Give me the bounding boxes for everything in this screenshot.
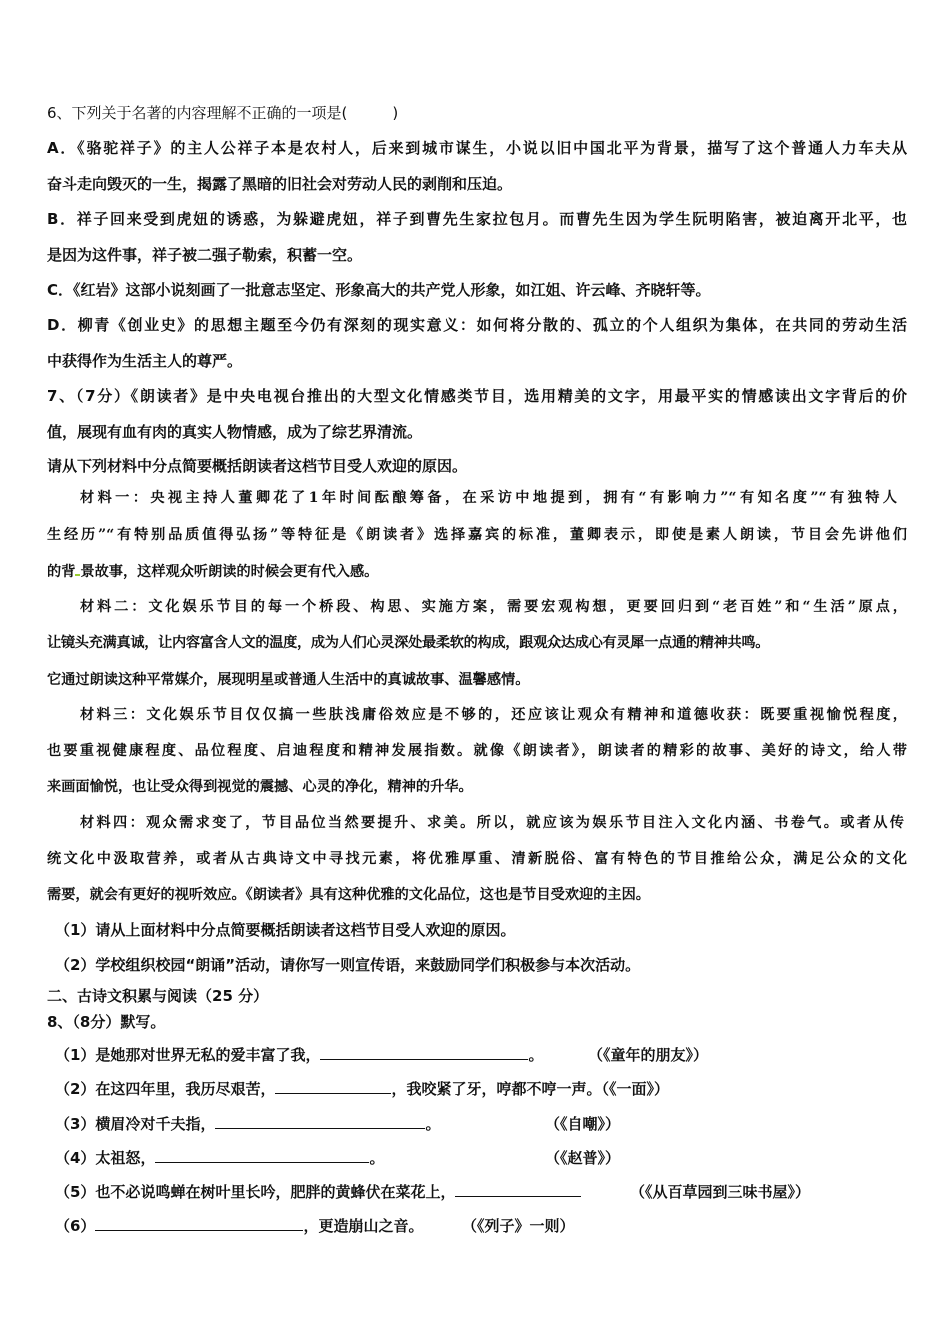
q8-item-1-text: （1）是她那对世界无私的爱丰富了我， <box>55 1046 321 1064</box>
material-3-line2: 也要重视健康程度、品位程度、启迪程度和精神发展指数。就像《朗读者》，朗读者的精彩的故事、美好的诗文，给人带 <box>47 743 907 759</box>
q8-item-5-source: （《从百草园到三味书屋》） <box>630 1183 811 1201</box>
q8-item-6 <box>55 1216 423 1236</box>
q7-subquestion-1: （1）请从上面材料中分点简要概括朗读者这档节目受人欢迎的原因。 <box>55 921 516 939</box>
q6-option-b-line1: B．祥子回来受到虎妞的诱惑，为躲避虎妞，祥子到曹先生家拉包月。而曹先生因为学生阮明陷害，被迫离开北平，也 <box>47 210 907 228</box>
q8-item-4-end: 。 <box>369 1149 385 1167</box>
material-4-line1: 材料四：观众需求变了，节目品位当然要提升、求美。所以，就应该为娱乐节目注入文化内涵、书卷气。或者从传 <box>80 815 904 831</box>
q8-item-4-text: （4）太祖怒， <box>55 1149 156 1167</box>
q8-item-2-end: ，我咬紧了牙，哼都不哼一声。（《一面》） <box>391 1080 669 1098</box>
answer-blank-5[interactable] <box>455 1182 581 1197</box>
q8-item-4-source: （《赵普》） <box>545 1149 621 1167</box>
q8-item-1 <box>55 1045 543 1065</box>
q7-stem-line2: 值，展现有血有肉的真实人物情感，成为了综艺界清流。 <box>47 423 423 441</box>
material-2-line1: 材料二：文化娱乐节目的每一个桥段、构思、实施方案，需要宏观构想，更要回归到“老百姓”和“生活”原点， <box>80 599 907 615</box>
material-2-line2: 让镜头充满真诚，让内容富含人文的温度，成为人们心灵深处最柔软的构成，跟观众达成心有灵犀一点通的精神共鸣。 <box>47 635 770 651</box>
q6-option-a-line2: 奋斗走向毁灭的一生，揭露了黑暗的旧社会对劳动人民的剥削和压迫。 <box>47 175 513 193</box>
q6-option-c: C．《红岩》这部小说刻画了一批意志坚定、形象高大的共产党人形象，如江姐、许云峰、齐晓轩等。 <box>47 281 711 299</box>
answer-blank-6[interactable] <box>95 1216 303 1231</box>
material-3-line3: 来画面愉悦，也让受众得到视觉的震撼、心灵的净化，精神的升华。 <box>47 779 473 795</box>
q8-item-3-end: 。 <box>425 1115 441 1133</box>
q8-item-6-end: ，更造崩山之音。 <box>303 1217 424 1235</box>
q8-item-1-source: （《童年的朋友》） <box>588 1046 709 1064</box>
material-3-line1: 材料三：文化娱乐节目仅仅搞一些肤浅庸俗效应是不够的，还应该让观众有精神和道德收获：既要重视愉悦程度， <box>80 707 907 723</box>
q8-item-5 <box>55 1182 581 1202</box>
q8-item-4 <box>55 1148 384 1168</box>
q8-item-5-text: （5）也不必说鸣蝉在树叶里长吟，肥胖的黄蜂伏在菜花上， <box>55 1183 456 1201</box>
q8-item-6-source: （《列子》一则） <box>462 1217 575 1235</box>
q8-item-6-text: （6） <box>55 1217 96 1235</box>
q6-option-d-line1: D．柳青《创业史》的思想主题至今仍有深刻的现实意义：如何将分散的、孤立的个人组织为集体，在共同的劳动生活 <box>47 316 907 334</box>
q7-instruction: 请从下列材料中分点简要概括朗读者这档节目受人欢迎的原因。 <box>47 457 468 475</box>
answer-blank-1[interactable] <box>320 1045 528 1060</box>
material-1-line2: 生经历”“有特别品质值得弘扬”等特征是《朗读者》选择嘉宾的标准，董卿表示，即使是素人朗读，节目会先讲他们 <box>47 527 907 543</box>
q8-item-3-text: （3）横眉冷对千夫指， <box>55 1115 216 1133</box>
answer-blank-2[interactable] <box>275 1079 391 1094</box>
q8-item-2-text: （2）在这四年里，我历尽艰苦， <box>55 1080 276 1098</box>
q8-item-3 <box>55 1114 440 1134</box>
q8-item-2 <box>55 1079 669 1099</box>
material-1-line3 <box>47 562 378 582</box>
material-4-line2: 统文化中汲取营养，或者从古典诗文中寻找元素，将优雅厚重、清新脱俗、富有特色的节目推给公众，满足公众的文化 <box>47 851 907 867</box>
q8-stem: 8、（8分）默写。 <box>47 1013 166 1031</box>
q8-item-3-source: （《自嘲》） <box>545 1115 621 1133</box>
material-1-line3-part1: 的背 <box>47 564 76 580</box>
q6-option-d-line2: 中获得作为生活主人的尊严。 <box>47 352 243 370</box>
material-1-line1: 材料一：央视主持人董卿花了1年时间酝酿筹备，在采访中地提到，拥有“有影响力”“有知名度”“有独特人 <box>80 490 897 506</box>
answer-blank-4[interactable] <box>155 1148 369 1163</box>
q7-stem-line1: 7、（7分）《朗读者》是中央电视台推出的大型文化情感类节目，选用精美的文字，用最平实的情感读出文字背后的价 <box>47 387 907 405</box>
q7-subquestion-2: （2）学校组织校园“朗诵”活动，请你写一则宣传语，来鼓励同学们积极参与本次活动。 <box>55 956 641 974</box>
answer-blank-3[interactable] <box>215 1114 425 1129</box>
section-2-heading: 二、古诗文积累与阅读（25 分） <box>47 987 269 1005</box>
material-4-line3: 需要，就会有更好的视听效应。《朗读者》具有这种优雅的文化品位，这也是节目受欢迎的主因。 <box>47 887 650 903</box>
q6-stem: 6、下列关于名著的内容理解不正确的一项是( ) <box>47 104 399 122</box>
material-1-line3-part2: 景故事，这样观众听朗读的时候会更有代入感。 <box>80 564 379 580</box>
q6-option-b-line2: 是因为这件事，祥子被二强子勒索，积蓄一空。 <box>47 246 363 264</box>
q8-item-1-end: 。 <box>528 1046 544 1064</box>
q6-option-a-line1: A．《骆驼祥子》的主人公祥子本是农村人，后来到城市谋生，小说以旧中国北平为背景，描写了这个普通人力车夫从 <box>47 139 907 157</box>
material-2-line3: 它通过朗读这种平常媒介，展现明星或普通人生活中的真诚故事、温馨感情。 <box>47 672 530 688</box>
